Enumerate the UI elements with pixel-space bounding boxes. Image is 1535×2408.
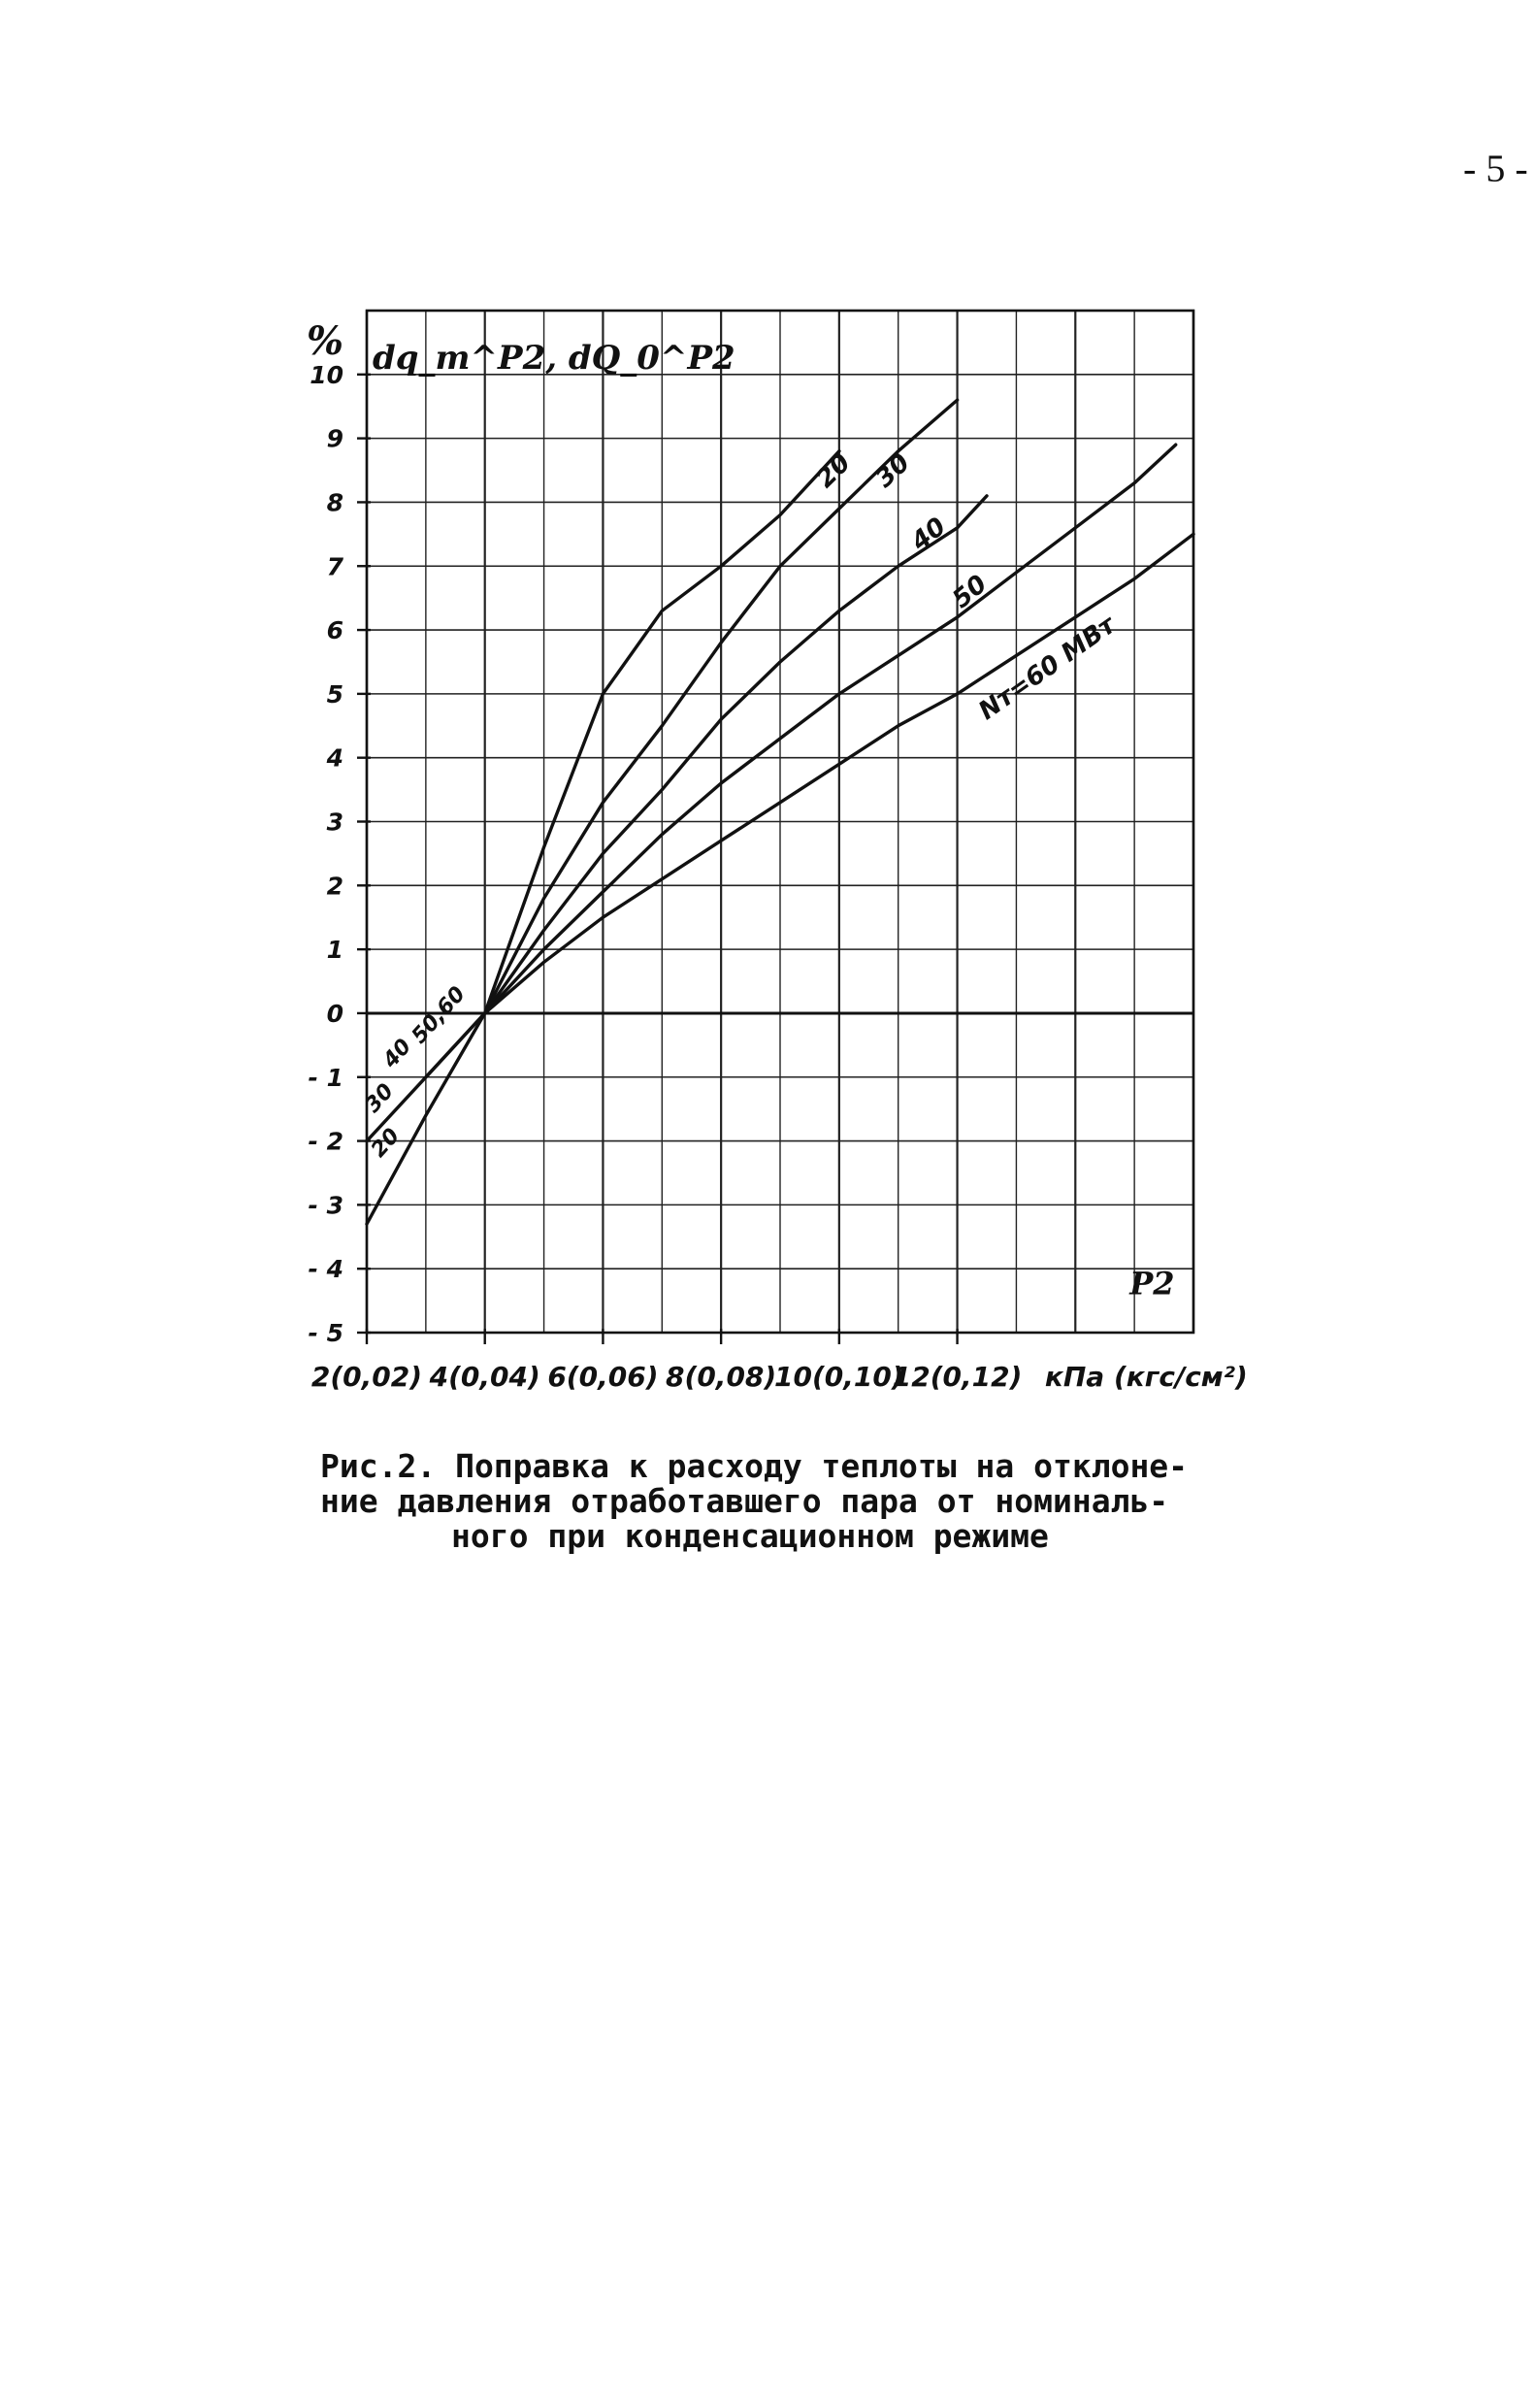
left-series-label-2: 30	[360, 1079, 399, 1118]
x-tick-label: 2(0,02)	[310, 1361, 423, 1393]
caption-line-1: Рис.2. Поправка к расходу теплоты на отклоне-	[320, 1447, 1189, 1485]
x-axis-label: P2	[1129, 1265, 1175, 1303]
series-label-5: Nт=60 МВт	[973, 610, 1122, 727]
figure-caption	[320, 1449, 1252, 1554]
series-label-2: 30	[869, 447, 916, 494]
x-tick-label: 8(0,08)	[666, 1361, 777, 1393]
series-label-4: 50	[947, 569, 994, 615]
y-tick-label: 10	[310, 360, 343, 389]
y-tick-label: - 1	[308, 1063, 343, 1092]
x-tick-label: 6(0,06)	[547, 1361, 659, 1393]
x-tick-label: 4(0,04)	[429, 1361, 540, 1393]
left-series-label-4: 50,60	[407, 981, 471, 1049]
y-tick-label: 5	[326, 679, 343, 709]
left-series-label-3: 40	[378, 1034, 417, 1073]
y-tick-label: 2	[326, 872, 343, 901]
series-label-1: 20	[810, 448, 857, 494]
y-tick-label: - 2	[308, 1127, 343, 1156]
left-series-label-1: 20	[366, 1124, 406, 1163]
y-tick-label: 7	[326, 552, 343, 581]
x-unit-label: кПа (кгс/см²)	[1044, 1361, 1248, 1393]
y-tick-label: 6	[326, 616, 343, 645]
y-tick-label: 4	[326, 743, 343, 773]
page-number: - 5 -	[1463, 147, 1528, 190]
y-tick-label: 1	[326, 936, 343, 965]
grid	[367, 311, 1193, 1333]
x-tick-label: 12(0,12)	[892, 1361, 1023, 1393]
y-tick-label: - 3	[308, 1191, 343, 1220]
y-tick-label: 3	[326, 808, 343, 837]
x-tick-label: 10(0,10)	[774, 1361, 904, 1393]
series-label-3: 40	[905, 511, 952, 557]
caption-line-3: ного при конденсационном режиме	[451, 1517, 1049, 1555]
y-unit-label: %	[307, 318, 344, 364]
y-tick-label: 9	[326, 424, 343, 453]
y-axis-label: dq_т^P2, dQ_0^P2	[373, 339, 735, 378]
caption-line-2: ние давления отработавшего пара от номиналь-	[320, 1482, 1169, 1520]
chart-labels	[307, 318, 1248, 1393]
y-tick-label: - 5	[308, 1319, 343, 1347]
y-tick-label: 0	[326, 999, 343, 1028]
axes	[357, 311, 1193, 1344]
y-tick-label: 8	[326, 488, 343, 517]
y-tick-label: - 4	[308, 1255, 343, 1284]
